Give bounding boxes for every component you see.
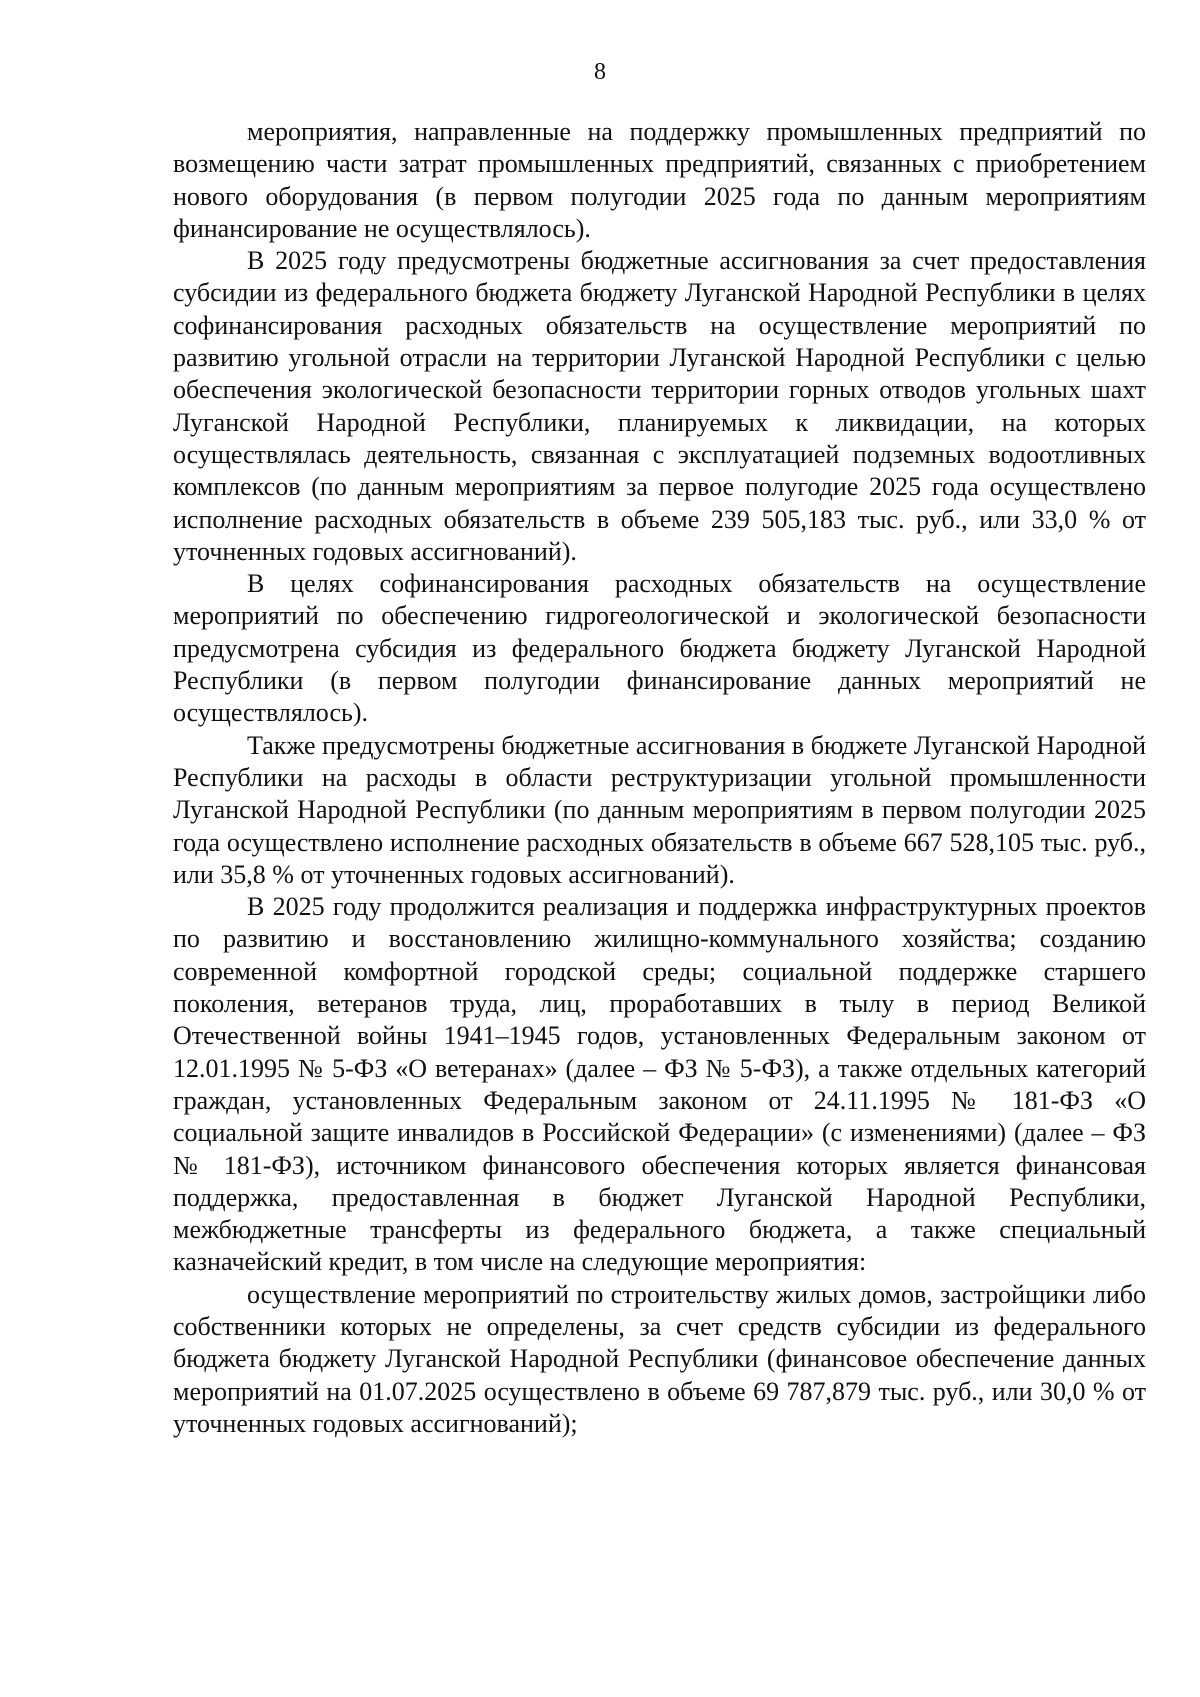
page-number: 8 — [594, 59, 606, 85]
paragraph-coal-restructuring: Также предусмотрены бюджетные ассигнования в бюджете Луганской Народной Республики на расходы в области реструктуризации угольной промышленности Луганской Народной Республики (по данным мероприятиям в первом полугодии 2025 года осуществлено исполнение расходных обязательств в объеме 667 528,105 тыс. руб., или 35,8 % от уточненных годовых ассигнований). — [173, 730, 1146, 889]
paragraph-hydrogeological-safety: В целях софинансирования расходных обязательств на осуществление мероприятий по обеспечению гидрогеологической и экологической безопасности предусмотрена субсидия из федерального бюджета бюджету Луганской Народной Республики (в первом полугодии финансирование данных мероприятий не осуществлялось). — [173, 569, 1146, 728]
document-body — [173, 116, 1146, 1440]
paragraph-industrial-support: мероприятия, направленные на поддержку промышленных предприятий по возмещению части затрат промышленных предприятий, связанных с приобретением нового оборудования (в первом полугодии 2025 года по данным мероприятиям финансирование не осуществлялось). — [173, 117, 1146, 243]
paragraph-housing-construction: осуществление мероприятий по строительству жилых домов, застройщики либо собственники которых не определены, за счет средств субсидии из федерального бюджета бюджету Луганской Народной Республики (финансовое обеспечение данных мероприятий на 01.07.2025 осуществлено в объеме 69 787,879 тыс. руб., или 30,0 % от уточненных годовых ассигнований); — [173, 1279, 1146, 1438]
paragraph-infrastructure-projects: В 2025 году продолжится реализация и поддержка инфраструктурных проектов по развитию и восстановлению жилищно-коммунального хозяйства; созданию современной комфортной городской среды; социальной поддержке старшего поколения, ветеранов труда, лиц, проработавших в тылу в период Великой Отечественной войны 1941–1945 годов, установленных Федеральным законом от 12.01.1995 № 5-ФЗ «О ветеранах» (далее – ФЗ № 5-ФЗ), а также отдельных категорий граждан, установленных Федеральным законом от 24.11.1995 № 181-ФЗ «О социальной защите инвалидов в Российской Федерации» (с изменениями) (далее – ФЗ № 181-ФЗ), источником финансового обеспечения которых является финансовая поддержка, предоставленная в бюджет Луганской Народной Республики, межбюджетные трансферты из федерального бюджета, а также специальный казначейский кредит, в том числе на следующие мероприятия: — [173, 892, 1146, 1277]
paragraph-coal-industry-subsidy: В 2025 году предусмотрены бюджетные ассигнования за счет предоставления субсидии из федерального бюджета бюджету Луганской Народной Республики в целях софинансирования расходных обязательств на осуществление мероприятий по развитию угольной отрасли на территории Луганской Народной Республики с целью обеспечения экологической безопасности территории горных отводов угольных шахт Луганской Народной Республики, планируемых к ликвидации, на которых осуществлялась деятельность, связанная с эксплуатацией подземных водоотливных комплексов (по данным мероприятиям за первое полугодие 2025 года осуществлено исполнение расходных обязательств в объеме 239 505,183 тыс. руб., или 33,0 % от уточненных годовых ассигнований). — [173, 246, 1146, 566]
